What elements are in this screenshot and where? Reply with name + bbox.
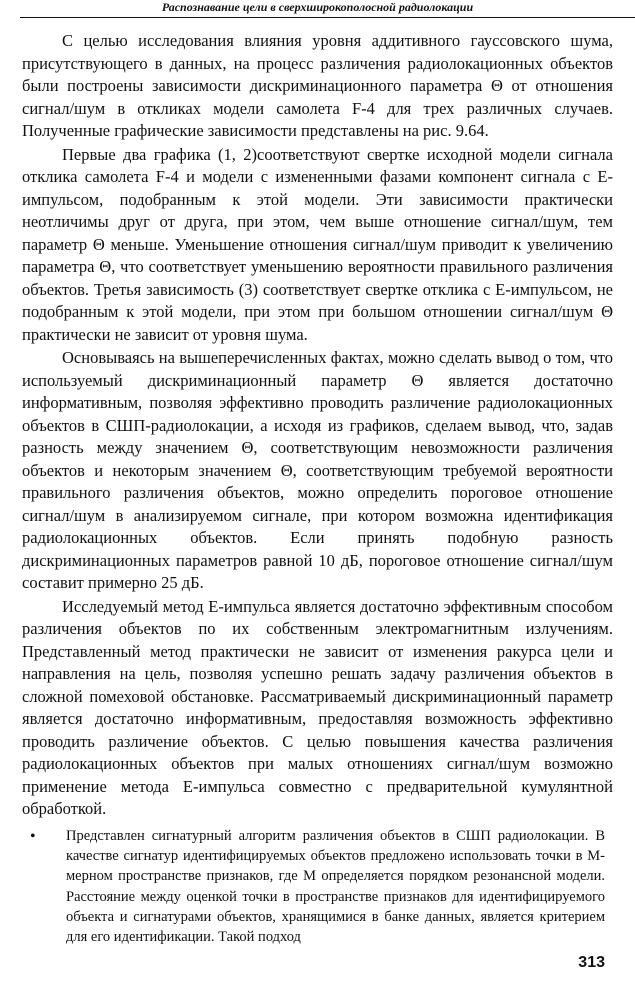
running-head: Распознавание цели в сверхширокополосной радиолокации [161,0,474,14]
paragraph-4: Исследуемый метод E-импульса является достаточно эффективным способом различения объектов по их собственным электромагнитным излучениям. Представленный метод практически не зависит от изменения ракурса цели и направления на цель, позволяя успешно решать задачу различения объектов в сложной помеховой обстановке. Рассматриваемый дискриминационный параметр является достаточно информативным, предоставляя возможность эффективно проводить различение объектов. С целью повышения качества различения радиолокационных объектов при малых отношениях сигнал/шум возможно применение метода E-импульса совместно с предварительной кумулянтной обработкой. [22,596,613,818]
header-rule [20,17,635,18]
page-number: 313 [578,954,605,971]
paragraph-1: С целью исследования влияния уровня аддитивного гауссовского шума, присутствующего в данных, на процесс различения радиолокационных объектов были построены зависимости дискриминационного параметра Θ от отношения сигнал/шум в откликах модели самолета F-4 для трех различных случаев. Полученные графические зависимости представлены на рис. 9.64. [22,31,613,140]
paragraph-3: Основываясь на вышеперечисленных фактах, можно сделать вывод о том, что используемый дискриминационный параметр Θ является достаточно информативным, позволяя эффективно проводить различение радиолокационных объектов в СШП-радиолокации, а исходя из графиков, сделаем вывод, что, задав разность между значением Θ, соответствующим невозможности различения объектов и некоторым значением Θ, соответствующим требуемой вероятности правильного различения объектов, можно определить пороговое отношение сигнал/шум в анализируемом сигнале, при котором возможна идентификация радиолокационных объектов. Если принять подобную разность дискриминационных параметров равной 10 дБ, пороговое отношение сигнал/шум составит примерно 25 дБ. [22,348,613,592]
bullet-item [30,826,605,947]
main-text [22,30,613,821]
bullet-text: Представлен сигнатурный алгоритм различения объектов в СШП радиолокации. В качестве сигнатур идентифицируемых объектов предложено использовать точки в M-мерном пространстве признаков, где M определяется порядком резонансной модели. Расстояние между оценкой точки в пространстве признаков для идентифицируемого объекта и сигнатурами объектов, хранящимися в банке данных, является критерием для его идентификации. Такой подход [66,828,605,946]
bullet-icon: • [30,828,36,845]
paragraph-2: Первые два графика (1, 2)соответствуют свертке исходной модели сигнала отклика самолета F-4 и модели с измененными фазами компонент сигнала с E-импульсом, подобранным к этой модели. Эти зависимости практически неотличимы друг от друга, при этом, чем выше отношение сигнал/шум, тем параметр Θ меньше. Уменьшение отношения сигнал/шум приводит к увеличению параметра Θ, что соответствует уменьшению вероятности правильного различения объектов. Третья зависимость (3) соответствует свертке отклика с E-импульсом, не подобранным к этой модели, при этом при большом отношении сигнал/шум Θ практически не зависит от уровня шума. [22,144,613,344]
